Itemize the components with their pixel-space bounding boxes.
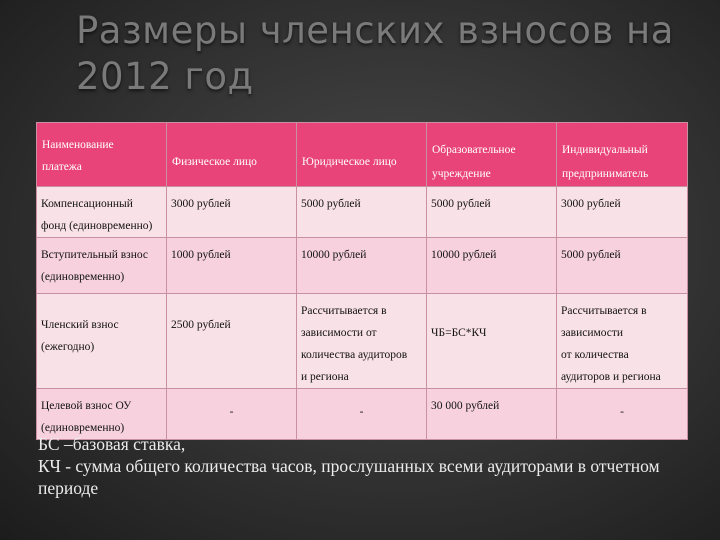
- row-name: Вступительный взнос (единовременно): [41, 249, 148, 283]
- row-name: Компенсационный фонд (единовременно): [41, 198, 153, 232]
- cell-edu: 30 000 рублей: [431, 400, 500, 412]
- cell-edu: 5000 рублей: [431, 198, 491, 210]
- header-legal-entity: Юридическое лицо: [302, 156, 397, 168]
- cell-ip: 3000 рублей: [561, 198, 621, 210]
- fees-table: [36, 122, 688, 440]
- header-educational-institution: Образовательное учреждение: [432, 144, 516, 180]
- footnote: [38, 433, 698, 499]
- cell-ip: -: [620, 406, 624, 418]
- footnote-hours: КЧ - сумма общего количества часов, прослушанных всеми аудиторами в отчетном периоде: [38, 456, 660, 498]
- cell-physical: 3000 рублей: [171, 198, 231, 210]
- table-header-row: [37, 123, 688, 187]
- cell-physical: -: [229, 406, 234, 418]
- cell-legal: Рассчитывается в зависимости от количества аудиторов и региона: [301, 305, 408, 383]
- header-payment-name: Наименование платежа: [42, 139, 114, 173]
- cell-physical: 1000 рублей: [171, 249, 231, 261]
- header-individual-entrepreneur: Индивидуальный предприниматель: [562, 144, 649, 180]
- cell-physical: 2500 рублей: [171, 319, 231, 331]
- page-title: Размеры членских взносов на 2012 год: [76, 9, 674, 98]
- cell-legal: -: [359, 406, 364, 418]
- table-row: [37, 187, 688, 238]
- table-row: [37, 294, 688, 389]
- cell-ip: Рассчитывается в зависимости от количества аудиторов и региона: [561, 305, 661, 383]
- row-name: Целевой взнос ОУ (единовременно): [41, 400, 132, 434]
- cell-legal: 5000 рублей: [301, 198, 361, 210]
- header-physical-person: Физическое лицо: [172, 156, 257, 168]
- cell-ip: 5000 рублей: [561, 249, 621, 261]
- row-name: Членский взнос (ежегодно): [41, 319, 119, 353]
- table-row: [37, 389, 688, 440]
- cell-legal: 10000 рублей: [301, 249, 367, 261]
- cell-edu: ЧБ=БС*КЧ: [431, 327, 487, 339]
- cell-edu: 10000 рублей: [431, 249, 497, 261]
- footnote-base-rate: БС –базовая ставка,: [38, 434, 186, 454]
- table-row: [37, 238, 688, 294]
